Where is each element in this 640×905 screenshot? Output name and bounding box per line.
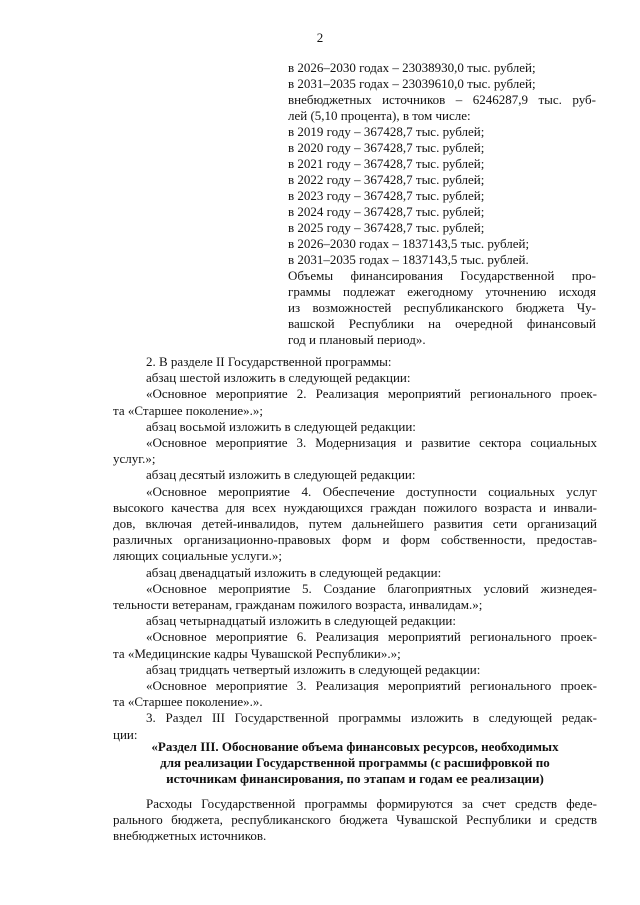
funding-line: в 2025 году – 367428,7 тыс. рублей; [288, 220, 485, 235]
funding-line: в 2021 году – 367428,7 тыс. рублей; [288, 156, 485, 171]
paragraph-section3-intro: 3. Раздел III Государственной программы изложить в следующей редак- [146, 710, 597, 726]
paragraph-measure-3: «Основное мероприятие 3. Модернизация и развитие сектора социальных [146, 435, 597, 451]
paragraph-measure-4-cont-1: высокого качества для всех нуждающихся граждан пожилого возраста и инвали- [113, 499, 597, 515]
closing-line-3: внебюджетных источников. [113, 828, 267, 844]
paragraph-abzac-8: абзац восьмой изложить в следующей редакции: [146, 418, 416, 434]
funding-line: граммы подлежат ежегодному уточнению исходя [288, 284, 596, 299]
paragraph-measure-4-cont-3: различных организационно-правовых форм и форм собственности, предостав- [113, 532, 597, 548]
amendments-body [113, 354, 597, 743]
funding-line: в 2026–2030 годах – 23038930,0 тыс. рублей; [288, 60, 536, 75]
paragraph-measure-4: «Основное мероприятие 4. Обеспечение доступности социальных услуг [146, 483, 597, 499]
closing-line-2: рального бюджета, республиканского бюджета Чувашской Республики и средств [113, 812, 597, 828]
paragraph-abzac-10: абзац десятый изложить в следующей редакции: [146, 467, 416, 483]
closing-paragraph [113, 796, 597, 845]
section3-heading-line-3: источникам финансирования, по этапам и годам ее реализации) [166, 771, 544, 786]
closing-line-1: Расходы Государственной программы формируются за счет средств феде- [146, 796, 597, 811]
paragraph-measure-6-cont: та «Медицинские кадры Чувашской Республики».»; [113, 645, 401, 661]
funding-line: Объемы финансирования Государственной про- [288, 268, 596, 283]
funding-line: в 2031–2035 годах – 23039610,0 тыс. рублей; [288, 76, 536, 91]
funding-line: в 2026–2030 годах – 1837143,5 тыс. рублей; [288, 236, 530, 251]
funding-line: вашской Республики на очередной финансовый [288, 316, 596, 331]
funding-line: год и плановый период». [288, 332, 426, 347]
funding-line: в 2020 году – 367428,7 тыс. рублей; [288, 140, 485, 155]
funding-line: внебюджетных источников – 6246287,9 тыс. руб- [288, 92, 596, 107]
paragraph-measure-2: «Основное мероприятие 2. Реализация мероприятий регионального проек- [146, 386, 597, 402]
section3-heading [113, 739, 597, 787]
paragraph-measure-6: «Основное мероприятие 6. Реализация мероприятий регионального проек- [146, 629, 597, 645]
funding-line: в 2031–2035 годах – 1837143,5 тыс. рублей. [288, 252, 529, 267]
funding-line: из возможностей республиканского бюджета Чу- [288, 300, 596, 315]
funding-line: в 2024 году – 367428,7 тыс. рублей; [288, 204, 485, 219]
paragraph-abzac-14: абзац четырнадцатый изложить в следующей редакции: [146, 613, 456, 629]
section3-heading-line-2: для реализации Государственной программы (с расшифровкой по [160, 755, 550, 770]
paragraph-abzac-34: абзац тридцать четвертый изложить в следующей редакции: [146, 661, 481, 677]
paragraph-abzac-12: абзац двенадцатый изложить в следующей редакции: [146, 564, 442, 580]
paragraph-measure-3b: «Основное мероприятие 3. Реализация мероприятий регионального проек- [146, 678, 597, 694]
paragraph-measure-3b-cont: та «Старшее поколение».». [113, 694, 263, 710]
funding-line: в 2022 году – 367428,7 тыс. рублей; [288, 172, 485, 187]
paragraph-measure-4-cont-4: ляющих социальные услуги.»; [113, 548, 282, 564]
funding-line: в 2019 году – 367428,7 тыс. рублей; [288, 124, 485, 139]
paragraph-abzac-6: абзац шестой изложить в следующей редакции: [146, 370, 411, 386]
page-number: 2 [316, 30, 324, 45]
paragraph-section2-intro: 2. В разделе II Государственной программы: [146, 354, 392, 369]
paragraph-measure-3-cont: услуг.»; [113, 451, 156, 467]
funding-summary-column [288, 60, 596, 348]
section3-heading-line-1: «Раздел III. Обоснование объема финансовых ресурсов, необходимых [151, 739, 559, 754]
funding-line: лей (5,10 процента), в том числе: [288, 108, 471, 123]
paragraph-measure-2-cont: та «Старшее поколение».»; [113, 402, 264, 418]
paragraph-measure-5-cont: тельности ветеранам, гражданам пожилого возраста, инвалидам.»; [113, 597, 483, 613]
paragraph-measure-4-cont-2: дов, включая детей-инвалидов, путем дальнейшего развития сети организаций [113, 516, 597, 532]
paragraph-section3-intro-cont: ции: [113, 726, 138, 742]
paragraph-measure-5: «Основное мероприятие 5. Создание благоприятных условий жизнедея- [146, 580, 597, 596]
funding-line: в 2023 году – 367428,7 тыс. рублей; [288, 188, 485, 203]
